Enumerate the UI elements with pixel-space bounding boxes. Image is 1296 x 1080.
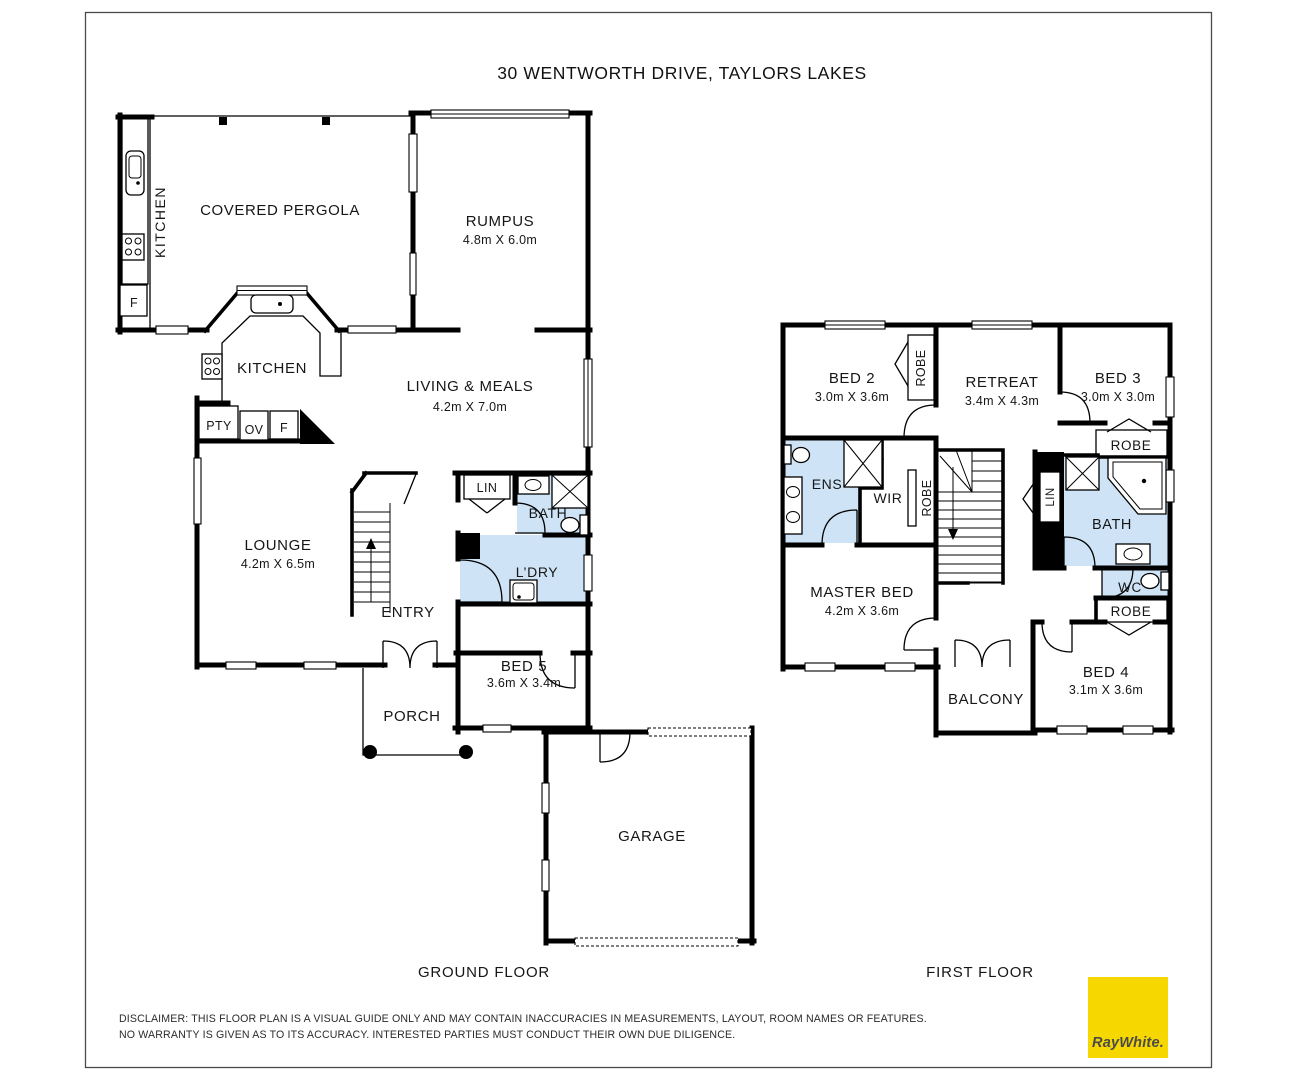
- room-dims-rumpus: 4.8m X 6.0m: [462, 233, 538, 247]
- porch-post: [363, 745, 377, 759]
- entry-double-door: [383, 641, 437, 668]
- caption-ground-floor: GROUND FLOOR: [417, 964, 551, 981]
- room-label-wc: WC: [1118, 580, 1142, 595]
- page-title: 30 WENTWORTH DRIVE, TAYLORS LAKES: [497, 63, 867, 83]
- stair-up-arrow: [366, 538, 376, 549]
- room-label-ensuite: ENS: [811, 476, 843, 492]
- room-label-kitchen-side: KITCHEN: [152, 186, 168, 258]
- stair-down-arrow: [948, 529, 958, 540]
- room-label-covered-pergola: COVERED PERGOLA: [200, 202, 360, 219]
- room-dims-master: 4.2m X 3.6m: [824, 604, 900, 618]
- room-dims-lounge: 4.2m X 6.5m: [240, 557, 316, 571]
- bed4-door: [1042, 622, 1072, 652]
- room-label-master: MASTER BED: [810, 584, 914, 601]
- laundry-tub-icon: [510, 580, 537, 603]
- kitchen-sink-icon: [251, 295, 293, 313]
- staircase-up: [354, 503, 390, 613]
- first-floor-plan: [783, 321, 1174, 735]
- room-label-fridge-side: F: [129, 296, 139, 310]
- room-label-living-meals: LIVING & MEALS: [406, 378, 534, 395]
- ground-walls: [118, 113, 754, 943]
- room-label-entry: ENTRY: [381, 604, 435, 621]
- room-label-bed3: BED 3: [1094, 370, 1142, 387]
- garage-internal-door: [600, 732, 630, 762]
- raywhite-logo: [1088, 977, 1168, 1058]
- room-dims-bed5: 3.6m X 3.4m: [486, 676, 562, 690]
- room-label-robe-bed2: ROBE: [914, 349, 928, 387]
- robe-bed4-doors: [1107, 622, 1151, 635]
- first-labels: [810, 349, 1155, 708]
- room-label-bed2: BED 2: [828, 370, 876, 387]
- room-dims-retreat: 3.4m X 4.3m: [964, 394, 1040, 408]
- basin-icon: [518, 476, 549, 494]
- room-label-robe-bed3: ROBE: [1110, 438, 1152, 453]
- room-label-retreat: RETREAT: [965, 374, 1039, 391]
- room-label-fridge: F: [279, 421, 289, 435]
- room-label-bath: BATH: [528, 505, 568, 521]
- room-dims-living-meals: 4.2m X 7.0m: [432, 400, 508, 414]
- vanity-icon: [784, 477, 802, 534]
- room-label-oven: OV: [244, 423, 264, 437]
- room-label-pantry: PTY: [206, 419, 232, 433]
- basin-icon: [1116, 544, 1150, 564]
- disclaimer-line-1: DISCLAIMER: THIS FLOOR PLAN IS A VISUAL GUIDE ONLY AND MAY CONTAIN INACCURACIES IN MEASUREMENTS, LAYOUT, ROOM NAMES OR FEATURES.: [119, 1013, 927, 1025]
- raywhite-logo-text: RayWhite.: [1092, 1035, 1164, 1051]
- room-dims-bed2: 3.0m X 3.6m: [814, 390, 890, 404]
- shower-icon: [552, 475, 588, 508]
- robe-bed2-doors: [895, 342, 908, 386]
- room-label-linen: LIN: [476, 481, 498, 495]
- linen-doors: [469, 499, 505, 513]
- room-label-porch: PORCH: [383, 708, 441, 725]
- balcony-double-door: [955, 640, 1010, 667]
- garage-door-opening: [648, 728, 751, 736]
- room-dims-bed4: 3.1m X 3.6m: [1068, 683, 1144, 697]
- room-label-rumpus: RUMPUS: [465, 213, 535, 230]
- room-label-garage: GARAGE: [618, 828, 686, 845]
- room-label-balcony: BALCONY: [948, 691, 1024, 708]
- shower-icon: [844, 440, 882, 487]
- room-label-robe-bed4: ROBE: [1110, 604, 1152, 619]
- caption-first-floor: FIRST FLOOR: [926, 964, 1034, 981]
- shower-icon: [1066, 457, 1099, 490]
- porch-post: [459, 745, 473, 759]
- room-label-laundry: L’DRY: [515, 564, 559, 580]
- cooktop-icon: [122, 234, 144, 260]
- toilet-icon: [1141, 572, 1169, 590]
- room-label-robe-wir: ROBE: [920, 479, 934, 517]
- staircase-down: [938, 450, 1003, 583]
- disclaimer-line-2: NO WARRANTY IS GIVEN AS TO ITS ACCURACY. INTERESTED PARTIES MUST CONDUCT THEIR OWN DUE DILIGENCE.: [119, 1029, 736, 1041]
- room-label-bed5: BED 5: [500, 658, 548, 675]
- room-label-bed4: BED 4: [1082, 664, 1130, 681]
- room-label-kitchen: KITCHEN: [236, 360, 308, 377]
- garage-door-opening: [575, 938, 738, 946]
- wardrobe-rail: [908, 470, 916, 526]
- master-bed-door: [904, 618, 936, 650]
- room-label-lounge: LOUNGE: [244, 537, 312, 554]
- cooktop-icon: [202, 354, 222, 379]
- ground-labels: [130, 186, 686, 845]
- understair-wall: [300, 409, 335, 444]
- footer: [119, 977, 1168, 1058]
- ground-windows: [156, 110, 751, 946]
- room-label-linen1: LIN: [1045, 487, 1057, 507]
- room-label-wir: WIR: [873, 490, 903, 506]
- room-label-bath1: BATH: [1092, 517, 1132, 533]
- bed2-door: [904, 405, 936, 438]
- room-dims-bed3: 3.0m X 3.0m: [1080, 390, 1156, 404]
- ground-floor-plan: [118, 110, 754, 946]
- hall-door-leaf: [404, 474, 416, 504]
